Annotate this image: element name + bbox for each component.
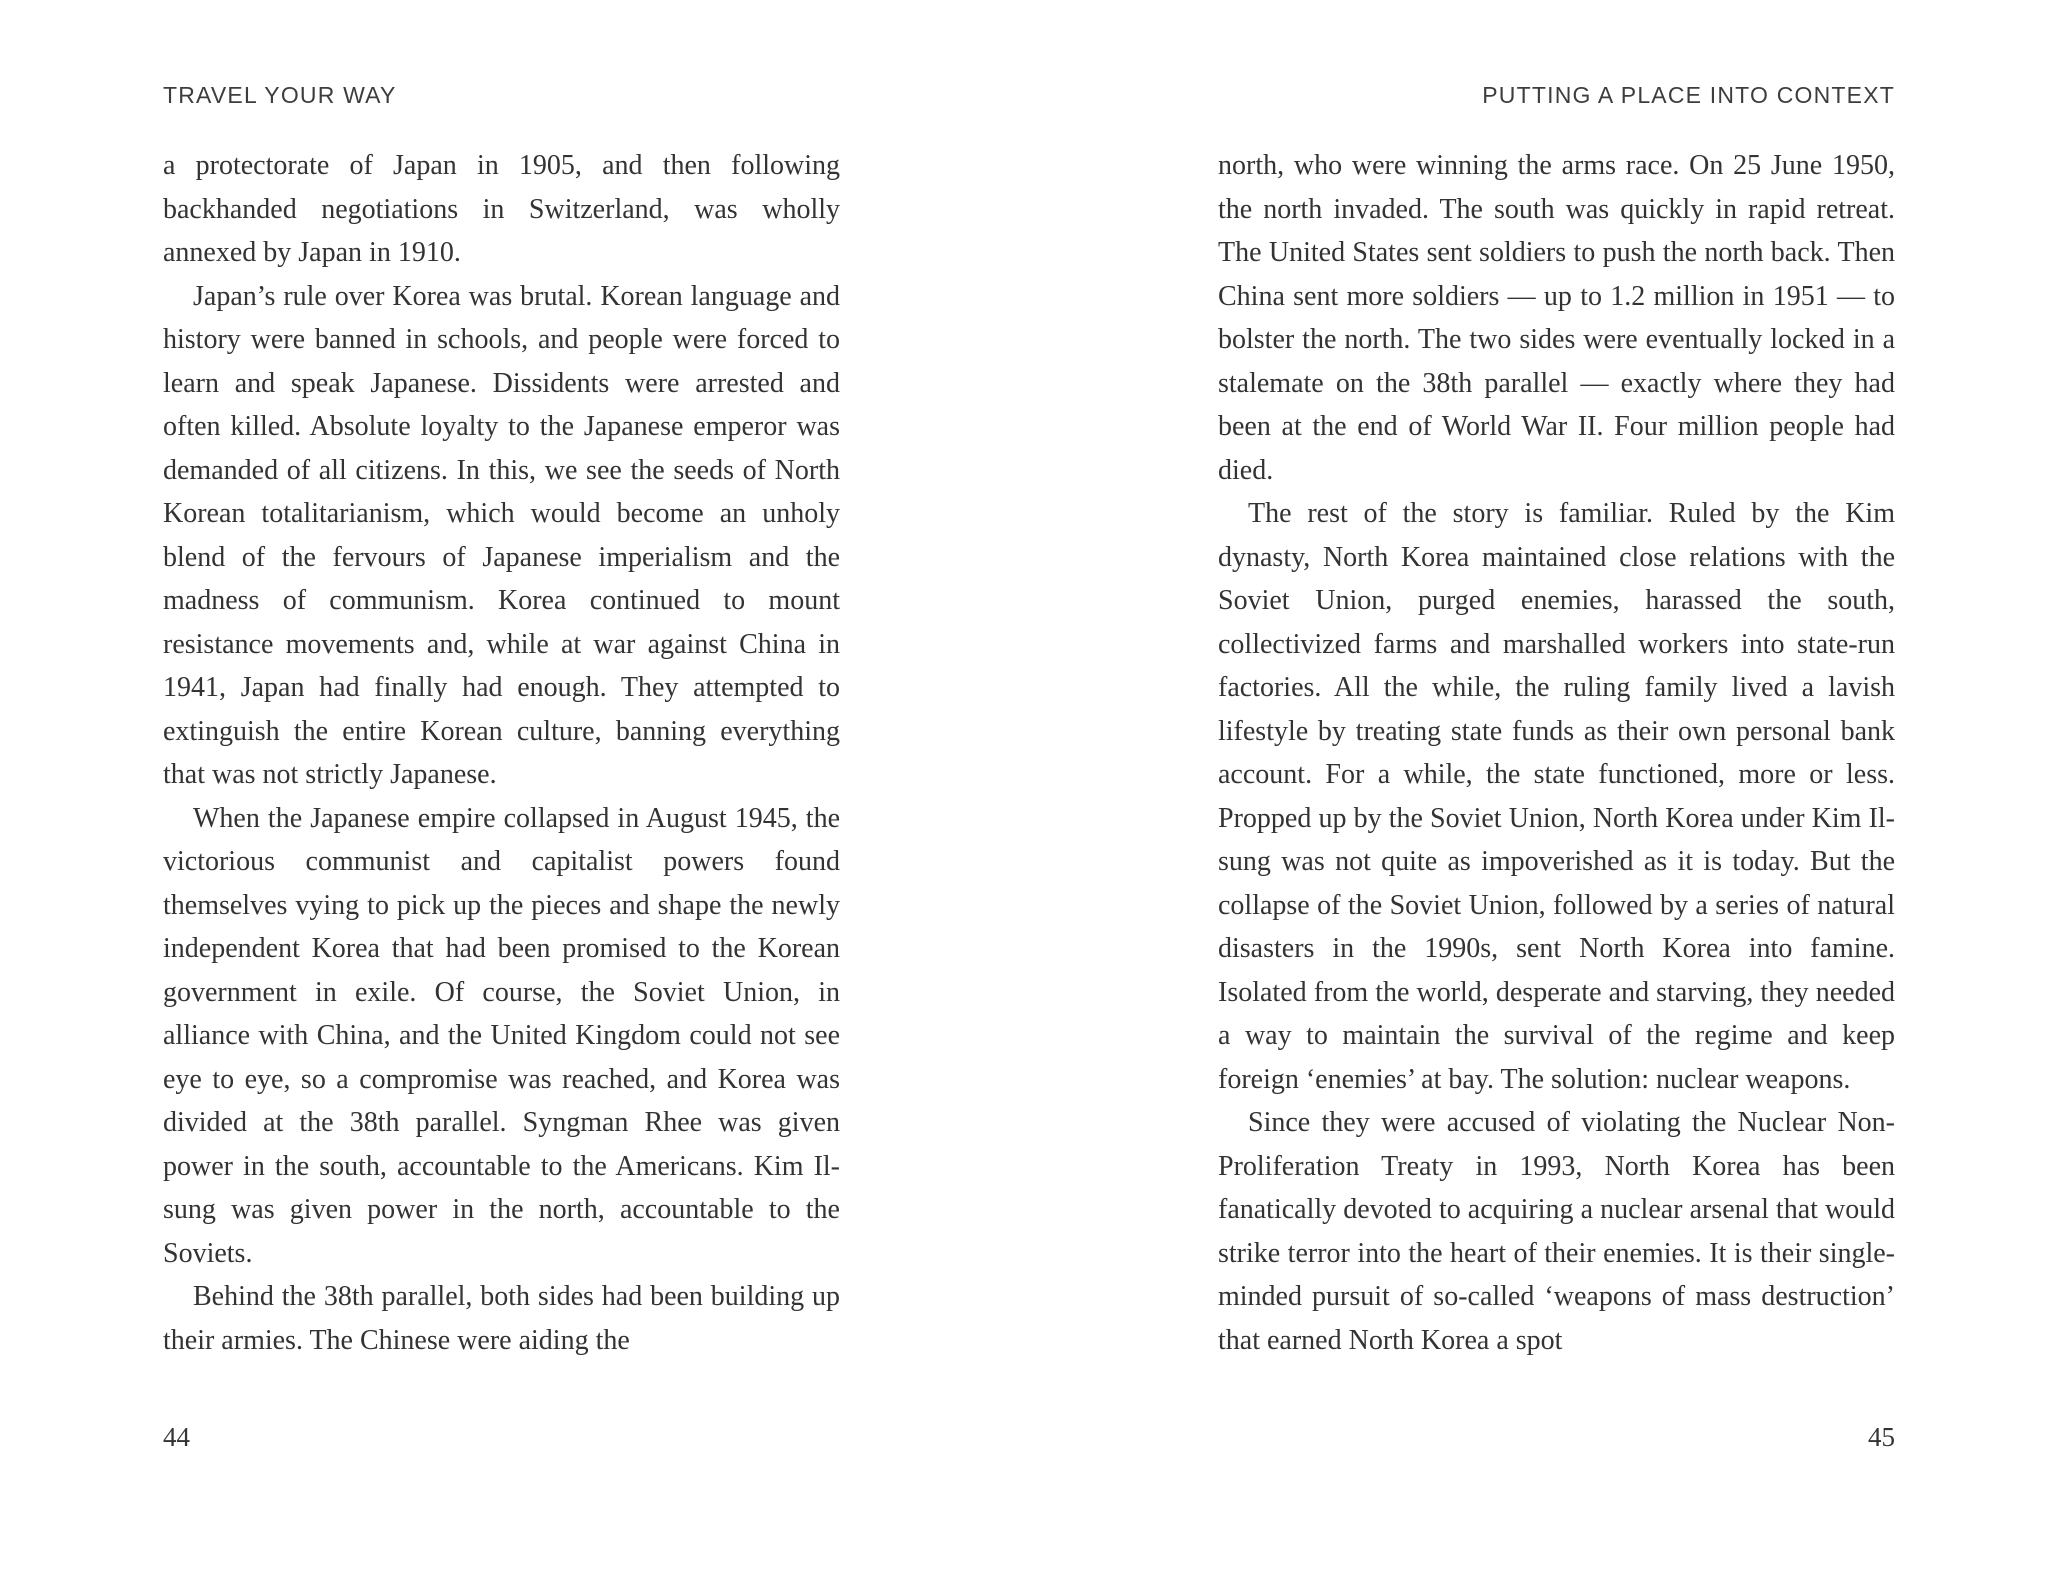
paragraph: When the Japanese empire collapsed in August 1945, the victorious communist and capitalist powers found themselves vying to pick up the pieces and shape the newly independent Korea that had been promised to the Korean government in exile. Of course, the Soviet Union, in alliance with China, and the United Kingdom could not see eye to eye, so a compromise was reached, and Korea was divided at the 38th parallel. Syngman Rhee was given power in the south, accountable to the Americans. Kim Il-sung was given power in the north, accountable to the Soviets. xyxy=(163,802,840,1269)
left-page-text xyxy=(163,144,840,1362)
paragraph: Since they were accused of violating the Nuclear Non-Proliferation Treaty in 1993, North Korea has been fanatically devoted to acquiring a nuclear arsenal that would strike terror into the heart of their enemies. It is their single-minded pursuit of so-called ‘weapons of mass destruction’ that earned North Korea a spot xyxy=(1218,1107,1895,1356)
page-number-right: 45 xyxy=(1868,1422,1895,1452)
paragraph: The rest of the story is familiar. Ruled by the Kim dynasty, North Korea maintained close relations with the Soviet Union, purged enemies, harassed the south, collectivized farms and marshalled workers into state-run factories. All the while, the ruling family lived a lavish lifestyle by treating state funds as their own personal bank account. For a while, the state functioned, more or less. Propped up by the Soviet Union, North Korea under Kim Il-sung was not quite as impoverished as it is today. But the collapse of the Soviet Union, followed by a series of natural disasters in the 1990s, sent North Korea into famine. Isolated from the world, desperate and starving, they needed a way to maintain the survival of the regime and keep foreign ‘enemies’ at bay. The solution: nuclear weapons. xyxy=(1218,498,1895,1095)
paragraph: Japan’s rule over Korea was brutal. Korean language and history were banned in schools, and people were forced to learn and speak Japanese. Dissidents were arrested and often killed. Absolute loyalty to the Japanese emperor was demanded of all citizens. In this, we see the seeds of North Korean totalitarianism, which would become an unholy blend of the fervours of Japanese imperialism and the madness of communism. Korea continued to mount resistance movements and, while at war against China in 1941, Japan had finally had enough. They attempted to extinguish the entire Korean culture, banning everything that was not strictly Japanese. xyxy=(163,280,840,790)
paragraph: Behind the 38th parallel, both sides had been building up their armies. The Chinese were aiding the xyxy=(163,1281,840,1356)
running-header-right: PUTTING A PLACE INTO CONTEXT xyxy=(1482,82,1895,108)
right-page-text xyxy=(1218,144,1895,1362)
paragraph: north, who were winning the arms race. On 25 June 1950, the north invaded. The south was quickly in rapid retreat. The United States sent soldiers to push the north back. Then China sent more soldiers — up to 1.2 million in 1951 — to bolster the north. The two sides were eventually locked in a stalemate on the 38th parallel — exactly where they had been at the end of World War II. Four million people had died. xyxy=(1218,150,1895,486)
running-header-left: TRAVEL YOUR WAY xyxy=(163,82,397,108)
paragraph: a protectorate of Japan in 1905, and then following backhanded negotiations in Switzerland, was wholly annexed by Japan in 1910. xyxy=(163,150,840,268)
page-number-left: 44 xyxy=(163,1422,190,1452)
